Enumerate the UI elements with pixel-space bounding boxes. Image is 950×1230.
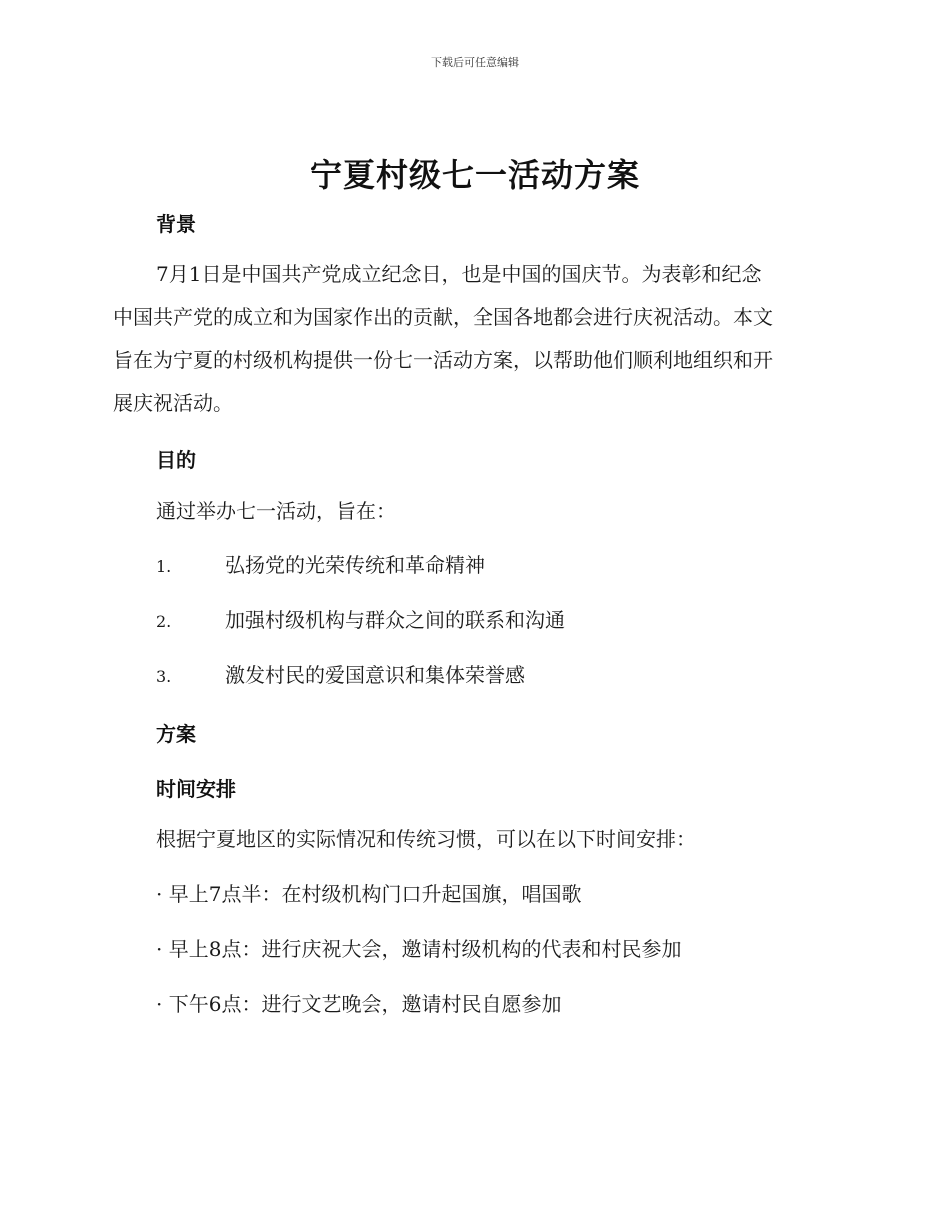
background-line-1: 7月1日是中国共产党成立纪念日，也是中国的国庆节。为表彰和纪念 bbox=[156, 262, 762, 286]
background-line-2: 中国共产党的成立和为国家作出的贡献，全国各地都会进行庆祝活动。本文 bbox=[113, 305, 773, 329]
schedule-intro: 根据宁夏地区的实际情况和传统习惯，可以在以下时间安排： bbox=[156, 827, 696, 851]
page-header-note: 下载后可任意编辑 bbox=[431, 56, 519, 69]
section-heading-plan: 方案 bbox=[156, 722, 196, 746]
purpose-item-1-number: 1. bbox=[156, 557, 172, 576]
purpose-item-3-text: 激发村民的爱国意识和集体荣誉感 bbox=[225, 663, 525, 687]
schedule-item-1: · 早上7点半：在村级机构门口升起国旗，唱国歌 bbox=[156, 882, 582, 906]
background-line-4: 展庆祝活动。 bbox=[113, 391, 233, 415]
subsection-heading-schedule: 时间安排 bbox=[156, 777, 236, 801]
section-heading-background: 背景 bbox=[156, 212, 196, 236]
background-line-3: 旨在为宁夏的村级机构提供一份七一活动方案，以帮助他们顺利地组织和开 bbox=[113, 348, 773, 372]
purpose-item-1-text: 弘扬党的光荣传统和革命精神 bbox=[225, 553, 485, 577]
section-heading-purpose: 目的 bbox=[156, 448, 196, 472]
document-title: 宁夏村级七一活动方案 bbox=[309, 156, 640, 194]
purpose-intro: 通过举办七一活动，旨在： bbox=[156, 499, 396, 523]
purpose-item-2-text: 加强村级机构与群众之间的联系和沟通 bbox=[225, 608, 565, 632]
background-paragraph bbox=[113, 253, 833, 425]
purpose-item-2-number: 2. bbox=[156, 612, 172, 631]
schedule-item-3: · 下午6点：进行文艺晚会，邀请村民自愿参加 bbox=[156, 992, 562, 1016]
schedule-item-2: · 早上8点：进行庆祝大会，邀请村级机构的代表和村民参加 bbox=[156, 937, 682, 961]
purpose-item-3-number: 3. bbox=[156, 667, 172, 686]
